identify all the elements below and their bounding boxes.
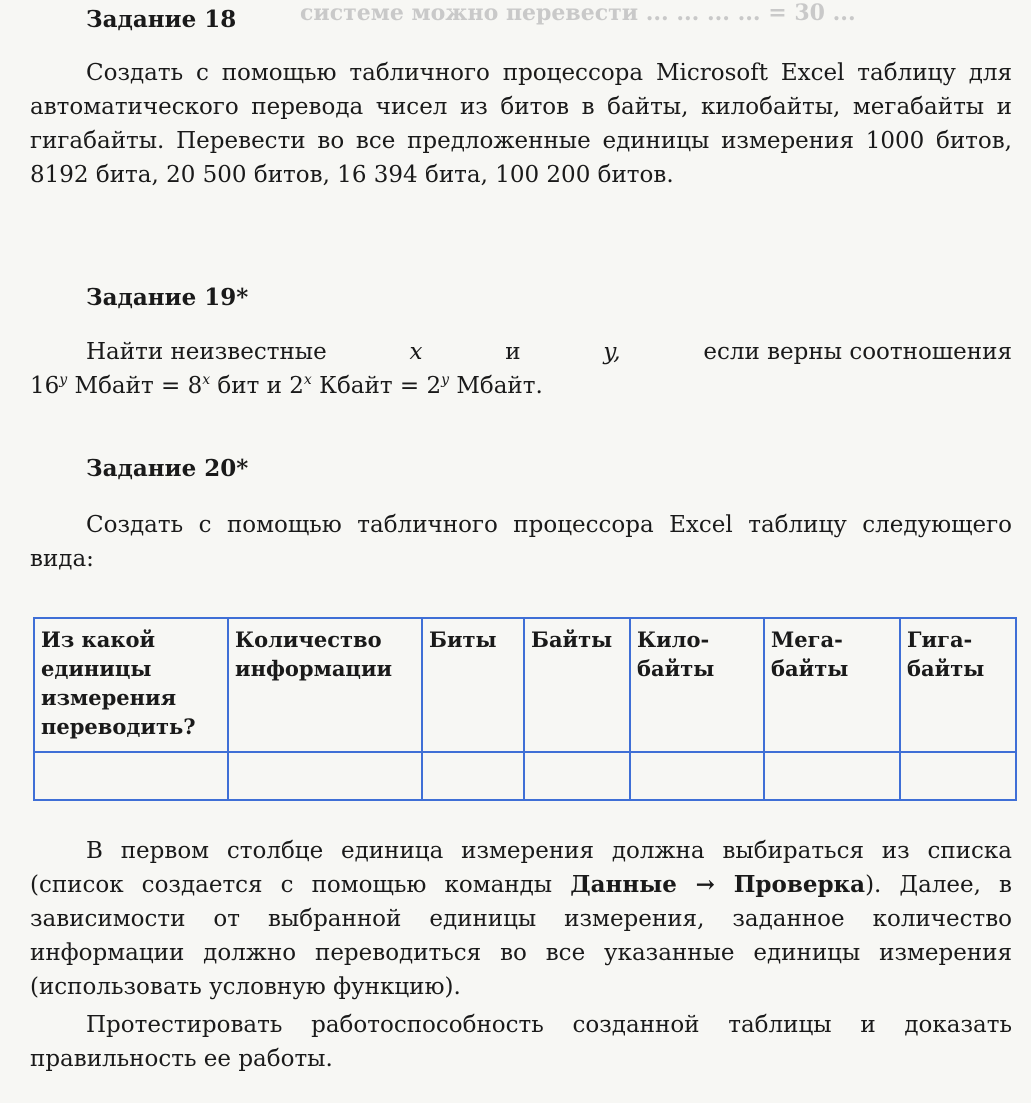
test-paragraph: Протестировать работоспособность созданной таблицы и доказать правильность ее работы. bbox=[30, 1012, 1012, 1072]
conversion-table bbox=[33, 617, 1017, 801]
table-row bbox=[34, 752, 1016, 800]
exp-y-1: y bbox=[59, 372, 68, 388]
header-kilobytes: Кило-байты bbox=[630, 618, 764, 752]
instructions-before: В первом столбце единица измерения должна выбираться из списка (список создается с помощью команды bbox=[30, 838, 1012, 898]
task-19-line-1 bbox=[30, 335, 1012, 369]
eq-part-4: Кбайт = 2 bbox=[311, 373, 442, 399]
header-gigabytes: Гига-байты bbox=[900, 618, 1016, 752]
task-19-text bbox=[30, 335, 1012, 403]
table-cell bbox=[422, 752, 524, 800]
conjunction-and: и bbox=[505, 339, 521, 365]
eq-part-2: Мбайт = 8 bbox=[67, 373, 203, 399]
task-18-title: Задание 18 bbox=[86, 6, 237, 33]
menu-command: Данные → Проверка bbox=[570, 871, 866, 898]
var-x: x bbox=[409, 339, 423, 365]
header-bytes: Байты bbox=[524, 618, 630, 752]
table-cell bbox=[630, 752, 764, 800]
task-19-prefix: Найти неизвестные bbox=[86, 339, 327, 365]
var-y: y, bbox=[603, 339, 621, 365]
task-18-text: Создать с помощью табличного процессора Microsoft Excel таблицу для автоматического перевода чисел из битов в байты, килобайты, мегабайты и гигабайты. Перевести во все предложенные единицы измерения 1000 битов, 8192 бита, 20 500 битов, 16 394 бита, 100 200 битов. bbox=[30, 60, 1012, 188]
table-cell bbox=[764, 752, 900, 800]
task-20-text: Создать с помощью табличного процессора Excel таблицу следующего вида: bbox=[30, 512, 1012, 572]
header-bits: Биты bbox=[422, 618, 524, 752]
header-amount: Количество информации bbox=[228, 618, 422, 752]
eq-part-3: бит и 2 bbox=[210, 373, 304, 399]
instructions-paragraph bbox=[30, 834, 1012, 1004]
exp-x-1: x bbox=[202, 372, 211, 388]
eq-part-1: 16 bbox=[30, 373, 60, 399]
table-cell bbox=[34, 752, 228, 800]
table-cell bbox=[524, 752, 630, 800]
bleed-through-top-line: системе можно перевести ... ... ... ... = 30 ... bbox=[300, 0, 856, 26]
header-megabytes: Мега-байты bbox=[764, 618, 900, 752]
table-header-row bbox=[34, 618, 1016, 752]
exp-x-2: x bbox=[303, 372, 312, 388]
task-19-title: Задание 19* bbox=[86, 284, 249, 311]
task-19-suffix: если верны соотношения bbox=[703, 339, 1012, 365]
eq-part-5: Мбайт. bbox=[449, 373, 543, 399]
header-source-unit: Из какой единицы измерения переводить? bbox=[34, 618, 228, 752]
table-cell bbox=[900, 752, 1016, 800]
task-20-title: Задание 20* bbox=[86, 455, 249, 482]
instructions-after: ). Далее, в зависимости от выбранной единицы измерения, заданное количество информации должно переводиться во все указанные единицы измерения (использовать условную функцию). bbox=[30, 872, 1012, 1000]
table-cell bbox=[228, 752, 422, 800]
exp-y-2: y bbox=[441, 372, 450, 388]
task-19-equation bbox=[30, 369, 1012, 403]
